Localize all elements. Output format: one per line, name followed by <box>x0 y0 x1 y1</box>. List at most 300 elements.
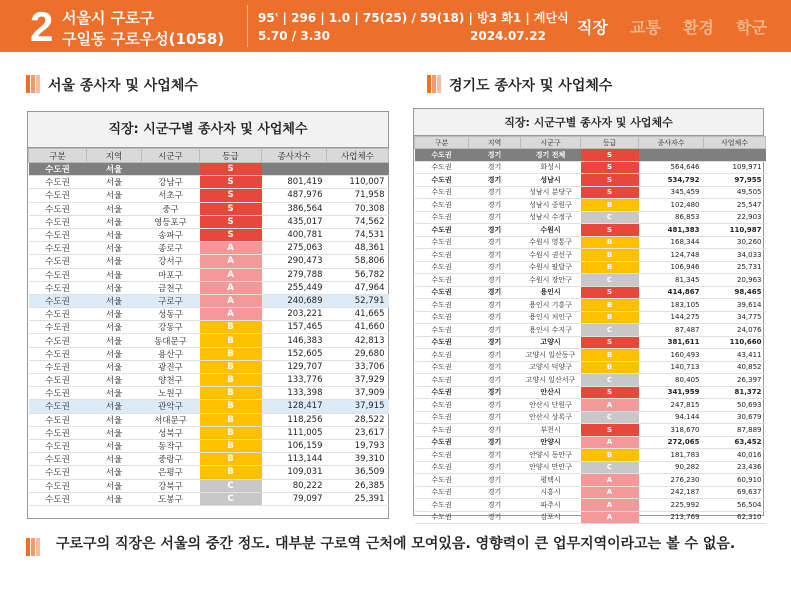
table-cell: 경기 <box>469 161 521 174</box>
table-cell: 수도권 <box>415 474 469 487</box>
grade-badge: S <box>581 174 639 187</box>
table-cell: 86,853 <box>639 211 704 224</box>
gyeonggi-section-heading <box>427 73 747 95</box>
table-cell: 서울 <box>87 466 142 479</box>
table-cell: 서울 <box>87 255 142 268</box>
table-cell: 240,689 <box>262 294 327 307</box>
table-cell: 수도권 <box>415 486 469 499</box>
table-cell: 경기 <box>469 386 521 399</box>
table-row <box>29 281 389 294</box>
table-cell: 33,706 <box>327 360 389 373</box>
table-cell: 서울 <box>87 202 142 215</box>
grade-badge: A <box>581 499 639 512</box>
grade-badge: S <box>581 424 639 437</box>
grade-badge: S <box>200 163 262 176</box>
table-cell: 서울 <box>87 334 142 347</box>
table-cell: 수도권 <box>29 163 87 176</box>
table-cell: 안양시 동안구 <box>521 449 581 462</box>
grade-badge: A <box>200 294 262 307</box>
data-table <box>28 148 389 506</box>
table-cell: 60,910 <box>704 474 766 487</box>
table-cell: 62,310 <box>704 511 766 524</box>
grade-badge: B <box>200 453 262 466</box>
table-cell: 34,775 <box>704 311 766 324</box>
table-cell: 341,959 <box>639 386 704 399</box>
table-cell: 경기 <box>469 374 521 387</box>
table-cell: 수도권 <box>415 299 469 312</box>
table-cell: 수도권 <box>415 374 469 387</box>
table-cell: 수도권 <box>29 308 87 321</box>
table-cell: 수도권 <box>415 249 469 262</box>
grade-badge: A <box>581 511 639 524</box>
table-cell: 동작구 <box>142 439 200 452</box>
table-cell: 서울 <box>87 308 142 321</box>
table-row <box>415 174 766 187</box>
table-cell: 수도권 <box>29 466 87 479</box>
table-cell: 94,144 <box>639 411 704 424</box>
table-cell: 144,275 <box>639 311 704 324</box>
table-cell: 수도권 <box>29 215 87 228</box>
table-row <box>415 211 766 224</box>
table-cell: 801,419 <box>262 176 327 189</box>
table-row <box>415 249 766 262</box>
table-row <box>29 268 389 281</box>
table-row <box>29 176 389 189</box>
table-cell: 경기 <box>469 261 521 274</box>
table-cell: 고양시 일산동구 <box>521 349 581 362</box>
table-cell: 서초구 <box>142 189 200 202</box>
table-row <box>415 499 766 512</box>
table-cell: 146,383 <box>262 334 327 347</box>
table-cell: 110,660 <box>704 336 766 349</box>
station-district: 서울시 구로구 <box>62 9 155 27</box>
table-cell: 경기 <box>469 474 521 487</box>
table-caption: 직장: 시군구별 종사자 및 사업체수 <box>28 112 388 148</box>
table-cell: 25,391 <box>327 492 389 505</box>
table-row <box>415 486 766 499</box>
table-row <box>415 449 766 462</box>
column-header: 구분 <box>415 137 469 149</box>
table-cell: 56,782 <box>327 268 389 281</box>
table-cell: 386,564 <box>262 202 327 215</box>
table-cell: 30,679 <box>704 411 766 424</box>
column-header: 시군구 <box>521 137 581 149</box>
table-cell: 수도권 <box>415 324 469 337</box>
gyeonggi-section-title: 경기도 종사자 및 사업체수 <box>449 78 613 94</box>
table-cell: 서울 <box>87 360 142 373</box>
column-header: 사업체수 <box>704 137 766 149</box>
table-cell: 111,005 <box>262 426 327 439</box>
grade-badge: S <box>200 189 262 202</box>
table-cell: 영등포구 <box>142 215 200 228</box>
table-cell: 56,504 <box>704 499 766 512</box>
table-cell: 수도권 <box>415 361 469 374</box>
table-cell: 서울 <box>87 374 142 387</box>
table-row <box>29 202 389 215</box>
table-cell: 수도권 <box>29 347 87 360</box>
grade-badge: A <box>581 436 639 449</box>
table-cell: 경기 <box>469 311 521 324</box>
table-row <box>29 453 389 466</box>
table-cell: 19,793 <box>327 439 389 452</box>
table-cell: 25,731 <box>704 261 766 274</box>
tab-environment[interactable]: 환경 <box>683 18 714 37</box>
table-cell: 서울 <box>87 413 142 426</box>
table-row <box>415 436 766 449</box>
table-cell: 경기 <box>469 336 521 349</box>
seoul-section-heading <box>26 73 346 95</box>
table-cell: 고양시 <box>521 336 581 349</box>
seoul-employment-table <box>27 111 389 519</box>
table-row <box>415 186 766 199</box>
table-cell: 수도권 <box>415 286 469 299</box>
table-cell: 고양시 일산서구 <box>521 374 581 387</box>
table-cell: 경기 <box>469 249 521 262</box>
table-cell: 400,781 <box>262 228 327 241</box>
table-cell: 서울 <box>87 426 142 439</box>
grade-badge: B <box>581 449 639 462</box>
table-cell: 487,976 <box>262 189 327 202</box>
tab-workplace[interactable]: 직장 <box>577 18 608 37</box>
table-cell <box>639 149 704 162</box>
table-cell: 81,345 <box>639 274 704 287</box>
table-cell: 102,480 <box>639 199 704 212</box>
table-row <box>415 261 766 274</box>
table-cell: 534,792 <box>639 174 704 187</box>
grade-badge: S <box>200 202 262 215</box>
table-cell: 광진구 <box>142 360 200 373</box>
table-cell: 수도권 <box>29 387 87 400</box>
grade-badge: S <box>581 161 639 174</box>
table-cell: 28,522 <box>327 413 389 426</box>
table-cell: 시흥시 <box>521 486 581 499</box>
header-divider <box>247 5 248 47</box>
table-cell: 마포구 <box>142 268 200 281</box>
table-row <box>29 400 389 413</box>
table-cell: 평택시 <box>521 474 581 487</box>
table-cell: 수도권 <box>415 174 469 187</box>
grade-badge: B <box>200 426 262 439</box>
table-cell: 성동구 <box>142 308 200 321</box>
table-cell: 고양시 덕양구 <box>521 361 581 374</box>
grade-badge: C <box>581 211 639 224</box>
accent-bars-icon <box>26 75 40 93</box>
table-cell: 경기 <box>469 411 521 424</box>
table-cell: 수도권 <box>29 268 87 281</box>
table-cell: 수도권 <box>415 349 469 362</box>
grade-badge: B <box>581 249 639 262</box>
table-cell: 관악구 <box>142 400 200 413</box>
gyeonggi-employment-table <box>413 108 764 522</box>
table-row <box>415 336 766 349</box>
table-cell: 98,465 <box>704 286 766 299</box>
table-row <box>415 411 766 424</box>
table-cell: 242,187 <box>639 486 704 499</box>
table-row <box>415 199 766 212</box>
table-cell: 서울 <box>87 242 142 255</box>
column-header: 종사자수 <box>639 137 704 149</box>
table-cell: 수도권 <box>415 449 469 462</box>
table-cell <box>704 149 766 162</box>
table-cell: 275,063 <box>262 242 327 255</box>
grade-badge: A <box>200 308 262 321</box>
table-cell: 수도권 <box>29 453 87 466</box>
table-cell: 181,783 <box>639 449 704 462</box>
table-row <box>29 426 389 439</box>
table-cell: 강남구 <box>142 176 200 189</box>
table-cell: 용인시 기흥구 <box>521 299 581 312</box>
table-cell: 30,260 <box>704 236 766 249</box>
table-cell <box>262 163 327 176</box>
grade-badge: A <box>200 281 262 294</box>
table-cell: 경기 <box>469 399 521 412</box>
table-row <box>29 413 389 426</box>
table-row <box>29 347 389 360</box>
table-cell: 수도권 <box>29 176 87 189</box>
table-cell: 수도권 <box>29 400 87 413</box>
table-cell: 481,383 <box>639 224 704 237</box>
table-cell: 경기 <box>469 149 521 162</box>
table-cell: 경기 <box>469 436 521 449</box>
table-cell: 경기 <box>469 461 521 474</box>
table-cell: 서울 <box>87 281 142 294</box>
table-row <box>415 324 766 337</box>
table-row <box>415 424 766 437</box>
grade-badge: S <box>581 336 639 349</box>
table-cell: 경기 <box>469 186 521 199</box>
table-cell: 70,308 <box>327 202 389 215</box>
table-cell: 서울 <box>87 492 142 505</box>
table-row <box>415 274 766 287</box>
table-cell: 서울 <box>87 163 142 176</box>
table-row <box>415 361 766 374</box>
table-cell: 서울 <box>87 294 142 307</box>
table-cell: 수도권 <box>415 274 469 287</box>
table-row <box>29 360 389 373</box>
table-row <box>415 149 766 162</box>
accent-bars-icon <box>427 75 441 93</box>
table-cell: 수도권 <box>415 511 469 524</box>
grade-badge: C <box>581 411 639 424</box>
table-cell: 109,971 <box>704 161 766 174</box>
table-row <box>415 236 766 249</box>
grade-badge: C <box>581 461 639 474</box>
table-row <box>415 374 766 387</box>
table-row <box>415 461 766 474</box>
column-header: 지역 <box>469 137 521 149</box>
grade-badge: C <box>581 274 639 287</box>
table-row <box>29 374 389 387</box>
grade-badge: S <box>200 228 262 241</box>
table-cell: 50,693 <box>704 399 766 412</box>
table-cell: 경기 <box>469 511 521 524</box>
table-cell: 수도권 <box>415 336 469 349</box>
table-cell: 성남시 수정구 <box>521 211 581 224</box>
table-cell: 금천구 <box>142 281 200 294</box>
table-cell: 구로구 <box>142 294 200 307</box>
column-header: 종사자수 <box>262 149 327 163</box>
table-row <box>29 492 389 505</box>
table-cell: 43,411 <box>704 349 766 362</box>
table-row <box>29 479 389 492</box>
table-cell: 435,017 <box>262 215 327 228</box>
table-cell: 수도권 <box>415 399 469 412</box>
table-row <box>29 228 389 241</box>
table-row <box>29 294 389 307</box>
table-cell: 22,903 <box>704 211 766 224</box>
table-cell: 경기 <box>469 199 521 212</box>
table-cell: 133,776 <box>262 374 327 387</box>
table-cell: 수도권 <box>29 321 87 334</box>
grade-badge: A <box>200 242 262 255</box>
table-cell: 안양시 <box>521 436 581 449</box>
accent-bars-icon <box>26 538 40 556</box>
grade-badge: S <box>581 386 639 399</box>
table-cell: 87,487 <box>639 324 704 337</box>
table-cell: 수도권 <box>415 436 469 449</box>
table-row <box>415 474 766 487</box>
column-header: 시군구 <box>142 149 200 163</box>
table-cell: 수도권 <box>415 386 469 399</box>
table-cell: 성북구 <box>142 426 200 439</box>
table-cell: 24,076 <box>704 324 766 337</box>
table-cell: 수도권 <box>415 236 469 249</box>
grade-badge: A <box>200 268 262 281</box>
table-row <box>415 311 766 324</box>
table-cell: 경기 <box>469 424 521 437</box>
table-cell: 23,617 <box>327 426 389 439</box>
grade-badge: A <box>581 486 639 499</box>
table-cell: 37,915 <box>327 400 389 413</box>
column-header: 등급 <box>581 137 639 149</box>
table-row <box>29 439 389 452</box>
table-cell: 경기 전체 <box>521 149 581 162</box>
table-cell: 서울 <box>87 268 142 281</box>
table-cell: 71,958 <box>327 189 389 202</box>
table-cell: 80,405 <box>639 374 704 387</box>
grade-badge: C <box>581 324 639 337</box>
table-cell: 서울 <box>87 321 142 334</box>
table-cell: 42,813 <box>327 334 389 347</box>
table-cell: 수도권 <box>415 311 469 324</box>
table-row <box>415 399 766 412</box>
price-info: 5.70 / 3.30 <box>258 29 330 43</box>
table-caption: 직장: 시군구별 종사자 및 사업체수 <box>414 109 763 136</box>
grade-badge: B <box>200 387 262 400</box>
table-row <box>415 224 766 237</box>
table-cell: 화성시 <box>521 161 581 174</box>
table-cell: 수도권 <box>415 411 469 424</box>
tab-transport[interactable]: 교통 <box>630 18 661 37</box>
table-cell: 48,361 <box>327 242 389 255</box>
table-cell: 용인시 <box>521 286 581 299</box>
table-row <box>415 161 766 174</box>
table-cell: 서울 <box>87 400 142 413</box>
table-cell: 안산시 상록구 <box>521 411 581 424</box>
table-cell: 203,221 <box>262 308 327 321</box>
table-cell: 수도권 <box>29 228 87 241</box>
table-cell: 40,016 <box>704 449 766 462</box>
table-cell: 87,889 <box>704 424 766 437</box>
table-cell: 수도권 <box>415 461 469 474</box>
table-cell: 381,611 <box>639 336 704 349</box>
table-cell: 49,505 <box>704 186 766 199</box>
grade-badge: B <box>200 360 262 373</box>
table-cell: 성남시 <box>521 174 581 187</box>
table-cell: 수도권 <box>29 439 87 452</box>
table-cell: 106,946 <box>639 261 704 274</box>
table-cell: 수원시 <box>521 224 581 237</box>
table-cell: 수도권 <box>415 161 469 174</box>
table-cell: 106,159 <box>262 439 327 452</box>
table-cell: 25,547 <box>704 199 766 212</box>
table-cell: 29,680 <box>327 347 389 360</box>
tab-school[interactable]: 학군 <box>736 18 767 37</box>
table-row <box>29 255 389 268</box>
table-cell: 110,007 <box>327 176 389 189</box>
table-cell: 경기 <box>469 486 521 499</box>
table-cell: 128,417 <box>262 400 327 413</box>
table-cell: 41,665 <box>327 308 389 321</box>
table-cell <box>142 163 200 176</box>
data-table <box>414 136 766 524</box>
table-cell: 41,660 <box>327 321 389 334</box>
table-cell: 140,713 <box>639 361 704 374</box>
table-cell: 160,493 <box>639 349 704 362</box>
table-cell: 52,791 <box>327 294 389 307</box>
grade-badge: B <box>200 400 262 413</box>
table-cell: 20,963 <box>704 274 766 287</box>
grade-badge: B <box>200 321 262 334</box>
table-cell: 157,465 <box>262 321 327 334</box>
table-cell: 213,769 <box>639 511 704 524</box>
table-cell: 318,670 <box>639 424 704 437</box>
table-cell: 47,964 <box>327 281 389 294</box>
table-cell: 수도권 <box>29 202 87 215</box>
table-cell: 183,105 <box>639 299 704 312</box>
table-cell: 중구 <box>142 202 200 215</box>
table-cell: 255,449 <box>262 281 327 294</box>
table-cell: 김포시 <box>521 511 581 524</box>
table-cell: 강동구 <box>142 321 200 334</box>
table-row <box>29 321 389 334</box>
table-row <box>29 334 389 347</box>
grade-badge: S <box>200 176 262 189</box>
seoul-section-title: 서울 종사자 및 사업체수 <box>48 78 198 94</box>
table-cell: 수도권 <box>29 413 87 426</box>
grade-badge: A <box>581 399 639 412</box>
grade-badge: C <box>200 479 262 492</box>
table-row <box>415 286 766 299</box>
table-cell: 수도권 <box>415 199 469 212</box>
table-cell: 247,815 <box>639 399 704 412</box>
table-cell: 수도권 <box>29 242 87 255</box>
table-cell: 129,707 <box>262 360 327 373</box>
table-cell: 수도권 <box>29 281 87 294</box>
table-cell: 37,929 <box>327 374 389 387</box>
table-cell: 수도권 <box>29 492 87 505</box>
table-cell: 수원시 장안구 <box>521 274 581 287</box>
table-row <box>29 189 389 202</box>
table-cell: 경기 <box>469 174 521 187</box>
table-cell: 안양시 만안구 <box>521 461 581 474</box>
table-cell: 서울 <box>87 387 142 400</box>
table-cell: 23,436 <box>704 461 766 474</box>
table-cell: 용인시 처인구 <box>521 311 581 324</box>
table-cell: 74,531 <box>327 228 389 241</box>
summary-text: 구로구의 직장은 서울의 중간 정도. 대부분 구로역 근처에 모여있음. 영향력이 큰 업무지역이라고는 볼 수 없음. <box>56 536 736 552</box>
grade-badge: S <box>200 215 262 228</box>
